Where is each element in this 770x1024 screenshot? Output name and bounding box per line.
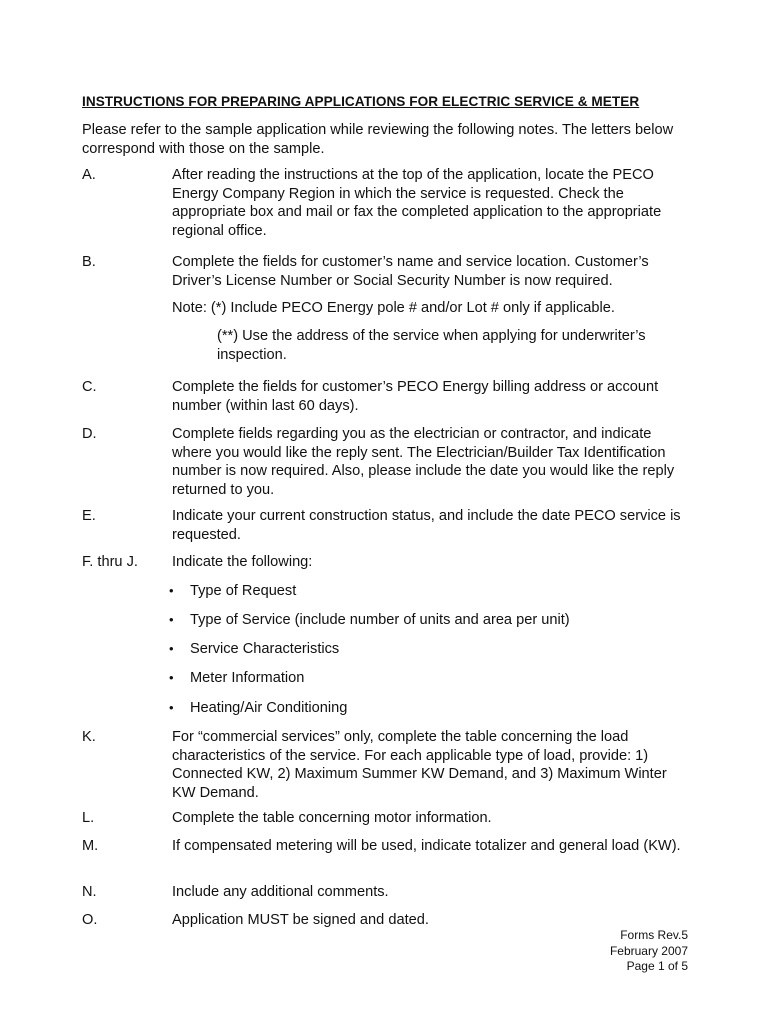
intro-paragraph: Please refer to the sample application while reviewing the following notes. The letters below correspond with those on the sample. [82, 122, 674, 157]
bullet-item: Meter Information [190, 670, 305, 686]
item-letter-b: B. [82, 254, 96, 270]
item-text-c: Complete the fields for customer’s PECO Energy billing address or account number (within last 60 days). [172, 379, 659, 414]
item-letter-o: O. [82, 912, 98, 928]
item-text-a: After reading the instructions at the top of the application, locate the PECO Energy Company Region in which the service is requested. Check the appropriate box and mail or fax the completed application to the appropriate regional office. [172, 167, 662, 239]
item-letter-a: A. [82, 167, 96, 183]
bullet-icon: • [169, 641, 174, 656]
bullet-icon: • [169, 670, 174, 685]
bullet-icon: • [169, 583, 174, 598]
bullet-item: Service Characteristics [190, 641, 340, 657]
item-letter-m: M. [82, 838, 99, 854]
item-letter-e: E. [82, 508, 96, 524]
item-letter-d: D. [82, 426, 97, 442]
bullet-item: Heating/Air Conditioning [190, 700, 348, 716]
item-letter-l: L. [82, 810, 95, 826]
page-footer [610, 928, 688, 975]
item-text-l: Complete the table concerning motor information. [172, 810, 492, 826]
bullet-icon: • [169, 612, 174, 627]
item-text-m: If compensated metering will be used, indicate totalizer and general load (KW). [172, 838, 681, 854]
form-date: February 2007 [609, 943, 688, 958]
bullet-item: Type of Request [190, 583, 297, 599]
item-letter-k: K. [82, 729, 96, 745]
bullet-icon: • [169, 700, 174, 715]
item-note-b: Note: (*) Include PECO Energy pole # and/or Lot # only if applicable. [172, 300, 615, 316]
item-text-d: Complete fields regarding you as the electrician or contractor, and indicate where you would like the reply sent. The Electrician/Builder Tax Identification number is now required. Also, please include the date you would like the reply returned to you. [172, 426, 675, 498]
bullet-item: Type of Service (include number of units and area per unit) [190, 612, 570, 628]
item-text-e: Indicate your current construction status, and include the date PECO service is requested. [172, 508, 681, 543]
item-letter-n: N. [82, 884, 97, 900]
item-text-o: Application MUST be signed and dated. [172, 912, 429, 928]
page-number: Page 1 of 5 [626, 959, 688, 973]
document-title: INSTRUCTIONS FOR PREPARING APPLICATIONS FOR ELECTRIC SERVICE & METER [82, 94, 640, 109]
item-subnote-b: (**) Use the address of the service when applying for underwriter’s inspection. [217, 328, 646, 363]
item-text-fj: Indicate the following: [172, 554, 313, 570]
item-text-b: Complete the fields for customer’s name and service location. Customer’s Driver’s License Number or Social Security Number is now required. [172, 254, 649, 289]
item-letter-c: C. [82, 379, 97, 395]
item-letter-fj: F. thru J. [82, 554, 138, 570]
form-revision: Forms Rev.5 [620, 928, 688, 942]
item-text-n: Include any additional comments. [172, 884, 389, 900]
item-text-k: For “commercial services” only, complete the table concerning the load characteristics of the service. For each applicable type of load, provide: 1) Connected KW, 2) Maximum Summer KW Demand, and 3) Maximum Winter KW Demand. [172, 729, 667, 801]
